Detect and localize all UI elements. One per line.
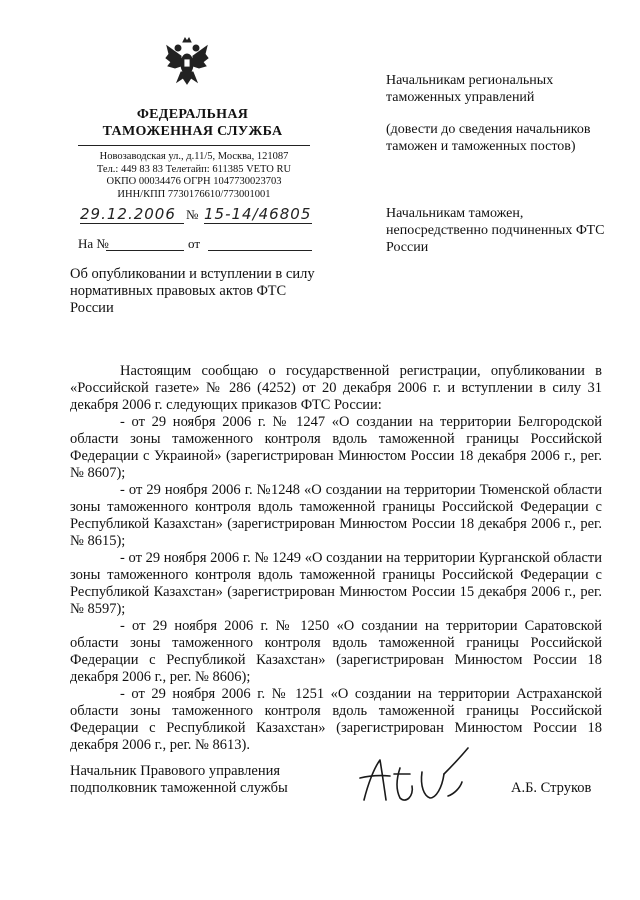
registration-number: 15-14/46805 [204, 205, 312, 223]
addressee-regional: Начальникам региональных таможенных управлений [386, 73, 554, 105]
agency-name [95, 106, 290, 140]
order-item: - от 29 ноября 2006 г. № 1249 «О создании на территории Курганской области зоны таможенного контроля вдоль таможенной границы Российской Федерации с Республикой Казахстан» (зарегистрирован Минюстом России 15 декабря 2006 г., рег. № 8597); [70, 550, 602, 617]
contacts-okpo: ОКПО 00034476 ОГРН 1047730023703 [106, 176, 282, 187]
contacts-phone: Тел.: 449 83 83 Телетайп: 611385 VETO RU [96, 163, 292, 175]
signer-name: А.Б. Струков [511, 780, 592, 796]
order-item: - от 29 ноября 2006 г. № 1250 «О создании на территории Саратовской области зоны таможенного контроля вдоль таможенной границы Российской Федерации с Республикой Казахстан» (зарегистрирован Минюстом России 18 декабря 2006 г., рег. № 8606); [70, 618, 602, 685]
agency-name-line2: ТАМОЖЕННАЯ СЛУЖБА [102, 124, 283, 139]
registration-number-label: № [186, 207, 199, 222]
signer-position-line2: подполковник таможенной службы [70, 780, 288, 796]
reference-from-label: от [188, 236, 201, 251]
contacts-address: Новозаводская ул., д.11/5, Москва, 121087 [99, 151, 289, 162]
addressee-customs: Начальникам таможен, непосредственно подчиненных ФТС России [386, 206, 605, 255]
order-item: - от 29 ноября 2006 г. №1248 «О создании на территории Тюменской области зоны таможенного контроля вдоль таможенной границы Российской Федерации с Республикой Казахстан» (зарегистрирован Минюстом России 18 декабря 2006 г., рег. № 8615); [70, 482, 602, 549]
agency-contacts [80, 151, 308, 201]
letterhead-divider [78, 145, 310, 146]
registration-date: 29.12.2006 [80, 205, 184, 224]
double-headed-eagle-icon [165, 36, 209, 86]
reference-date-blank [208, 250, 312, 251]
signer-position [70, 763, 350, 797]
body-lead-paragraph: Настоящим сообщаю о государственной регистрации, опубликовании в «Российской газете» № 286 (4252) от 20 декабря 2006 г. и вступлении в силу 31 декабря 2006 г. следующих приказов ФТС России: [70, 363, 602, 413]
signer-position-line1: Начальник Правового управления [70, 763, 281, 779]
reference-number-blank [106, 250, 184, 251]
letter-subject: Об опубликовании и вступлении в силу нормативных правовых актов ФТС России [70, 266, 315, 316]
order-item: - от 29 ноября 2006 г. № 1251 «О создании на территории Астраханской области зоны таможенного контроля вдоль таможенной границы Российской Федерации с Республикой Казахстан» (зарегистрирован Минюстом России 18 декабря 2006 г., рег. № 8613). [70, 686, 602, 753]
handwritten-signature [350, 738, 490, 818]
reference-number-label: На № [78, 236, 109, 251]
contacts-inn: ИНН/КПП 7730176610/773001001 [117, 188, 271, 200]
agency-name-line1: ФЕДЕРАЛЬНАЯ [136, 107, 249, 122]
addressee-note: (довести до сведения начальников таможен и таможенных постов) [386, 122, 591, 154]
letter-body [70, 363, 602, 754]
reference-line [78, 236, 314, 254]
order-item: - от 29 ноября 2006 г. № 1247 «О создании на территории Белгородской области зоны таможенного контроля вдоль таможенной границы Российской Федерации с Украиной» (зарегистрирован Минюстом России 18 декабря 2006 г., рег. № 8607); [70, 414, 602, 481]
